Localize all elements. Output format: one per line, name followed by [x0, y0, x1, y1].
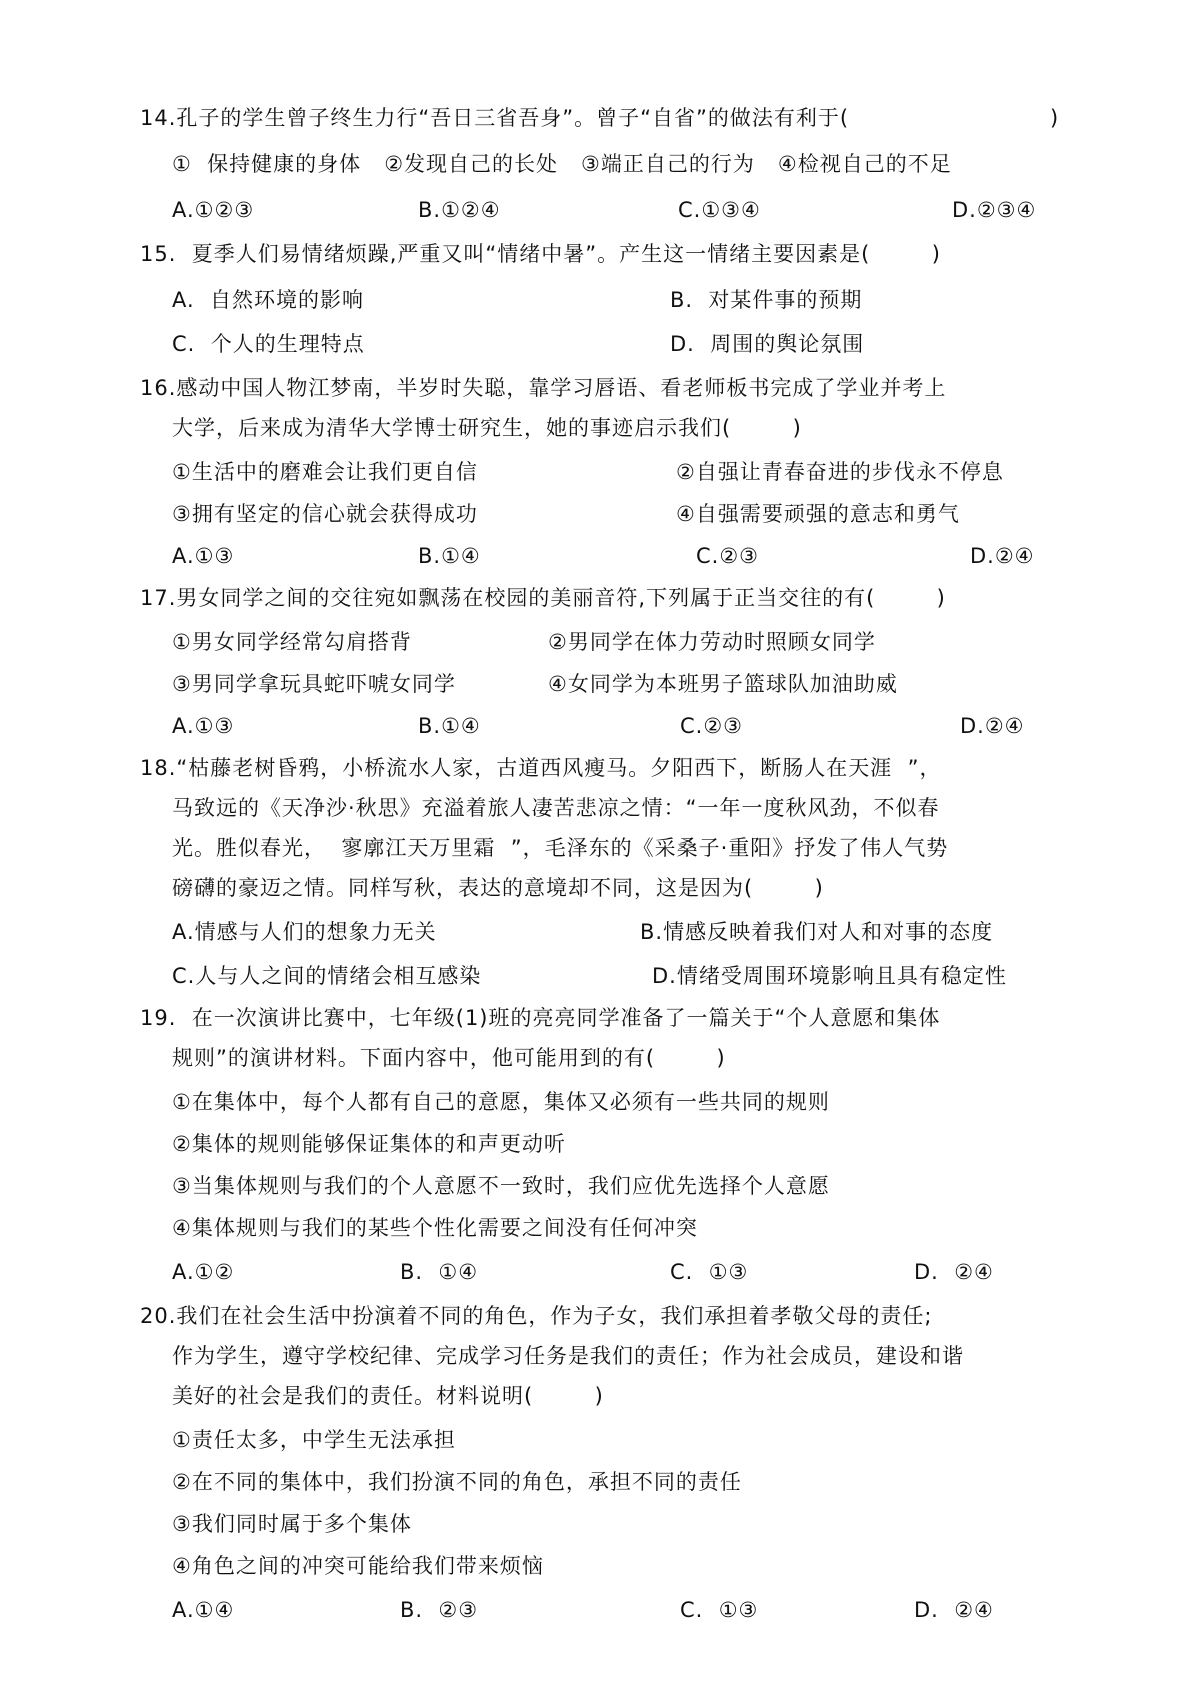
question-20-stem-line-3: 美好的社会是我们的责任。材料说明( ) [172, 1384, 604, 1408]
question-16-option-b: B.①④ [418, 544, 481, 568]
question-19-option-b: B. ①④ [400, 1260, 479, 1284]
question-18-stem-line-4: 磅礴的豪迈之情。同样写秋，表达的意境却不同，这是因为( ) [172, 876, 824, 900]
question-20-statement-1: ①责任太多，中学生无法承担 [172, 1428, 456, 1452]
question-14-option-d: D.②③④ [952, 198, 1037, 222]
question-17-statement-4: ④女同学为本班男子篮球队加油助威 [548, 672, 898, 696]
question-20-option-d: D. ②④ [914, 1598, 994, 1622]
question-16-option-c: C.②③ [696, 544, 759, 568]
question-14-option-a: A.①②③ [172, 198, 255, 222]
question-14-stem-line-1: 14.孔子的学生曾子终生力行“吾日三省吾身”。曾子“自省”的做法有利于( [140, 106, 850, 130]
question-17-statement-3: ③男同学拿玩具蛇吓唬女同学 [172, 672, 456, 696]
question-19-statement-3: ③当集体规则与我们的个人意愿不一致时，我们应优先选择个人意愿 [172, 1174, 830, 1198]
question-18-stem-line-3: 光。胜似春光， 寥廓江天万里霜 ”，毛泽东的《采桑子·重阳》抒发了伟人气势 [172, 836, 949, 860]
question-15-stem: 15. 夏季人们易情绪烦躁,严重又叫“情绪中暑”。产生这一情绪主要因素是( ) [140, 242, 941, 266]
question-17-option-b: B.①④ [418, 714, 481, 738]
question-20-statement-4: ④角色之间的冲突可能给我们带来烦恼 [172, 1554, 544, 1578]
question-18-option-a: A.情感与人们的想象力无关 [172, 920, 437, 944]
question-18-option-b: B.情感反映着我们对人和对事的态度 [640, 920, 994, 944]
question-14-statements: ① 保持健康的身体 ②发现自己的长处 ③端正自己的行为 ④检视自己的不足 [172, 152, 952, 176]
question-17-option-d: D.②④ [960, 714, 1025, 738]
question-15-option-b: B. 对某件事的预期 [670, 288, 863, 312]
question-18-stem-line-1: 18.“枯藤老树昏鸦，小桥流水人家，古道西风瘦马。夕阳西下，断肠人在天涯 ”， [140, 756, 942, 780]
question-18-option-d: D.情绪受周围环境影响且具有稳定性 [652, 964, 1007, 988]
question-20-option-a: A.①④ [172, 1598, 235, 1622]
question-16-statement-4: ④自强需要顽强的意志和勇气 [676, 502, 960, 526]
question-20-stem-line-1: 20.我们在社会生活中扮演着不同的角色，作为子女，我们承担着孝敬父母的责任; [140, 1304, 933, 1328]
question-19-stem-line-2: 规则”的演讲材料。下面内容中，他可能用到的有( ) [172, 1046, 726, 1070]
question-16-stem-line-2: 大学，后来成为清华大学博士研究生，她的事迹启示我们( ) [172, 416, 802, 440]
question-16-statement-1: ①生活中的磨难会让我们更自信 [172, 460, 478, 484]
question-19-option-d: D. ②④ [914, 1260, 994, 1284]
question-17-option-c: C.②③ [680, 714, 743, 738]
question-20-stem-line-2: 作为学生，遵守学校纪律、完成学习任务是我们的责任；作为社会成员，建设和谐 [172, 1344, 964, 1368]
question-19-option-a: A.①② [172, 1260, 235, 1284]
question-15-option-d: D. 周围的舆论氛围 [670, 332, 865, 356]
question-20-option-c: C. ①③ [680, 1598, 759, 1622]
question-16-option-a: A.①③ [172, 544, 235, 568]
question-16-option-d: D.②④ [970, 544, 1035, 568]
question-17-stem: 17.男女同学之间的交往宛如飘荡在校园的美丽音符,下列属于正当交往的有( ) [140, 586, 946, 610]
question-14-close-paren: ) [1050, 106, 1059, 130]
question-16-statement-2: ②自强让青春奋进的步伐永不停息 [676, 460, 1004, 484]
question-19-stem-line-1: 19. 在一次演讲比赛中，七年级(1)班的亮亮同学准备了一篇关于“个人意愿和集体 [140, 1006, 941, 1030]
question-17-option-a: A.①③ [172, 714, 235, 738]
question-19-statement-2: ②集体的规则能够保证集体的和声更动听 [172, 1132, 566, 1156]
question-14-option-c: C.①③④ [678, 198, 761, 222]
question-15-option-c: C. 个人的生理特点 [172, 332, 365, 356]
question-16-statement-3: ③拥有坚定的信心就会获得成功 [172, 502, 478, 526]
question-15-option-a: A. 自然环境的影响 [172, 288, 365, 312]
question-20-statement-2: ②在不同的集体中，我们扮演不同的角色，承担不同的责任 [172, 1470, 742, 1494]
question-20-option-b: B. ②③ [400, 1598, 479, 1622]
question-17-statement-2: ②男同学在体力劳动时照顾女同学 [548, 630, 876, 654]
question-18-stem-line-2: 马致远的《天净沙·秋思》充溢着旅人凄苦悲凉之情：“一年一度秋风劲，不似春 [172, 796, 940, 820]
question-19-statement-1: ①在集体中，每个人都有自己的意愿，集体又必须有一些共同的规则 [172, 1090, 830, 1114]
question-20-statement-3: ③我们同时属于多个集体 [172, 1512, 412, 1536]
question-19-statement-4: ④集体规则与我们的某些个性化需要之间没有任何冲突 [172, 1216, 698, 1240]
question-17-statement-1: ①男女同学经常勾肩搭背 [172, 630, 412, 654]
question-14-option-b: B.①②④ [418, 198, 501, 222]
question-19-option-c: C. ①③ [670, 1260, 749, 1284]
question-16-stem-line-1: 16.感动中国人物江梦南，半岁时失聪，靠学习唇语、看老师板书完成了学业并考上 [140, 376, 947, 400]
question-18-option-c: C.人与人之间的情绪会相互感染 [172, 964, 482, 988]
